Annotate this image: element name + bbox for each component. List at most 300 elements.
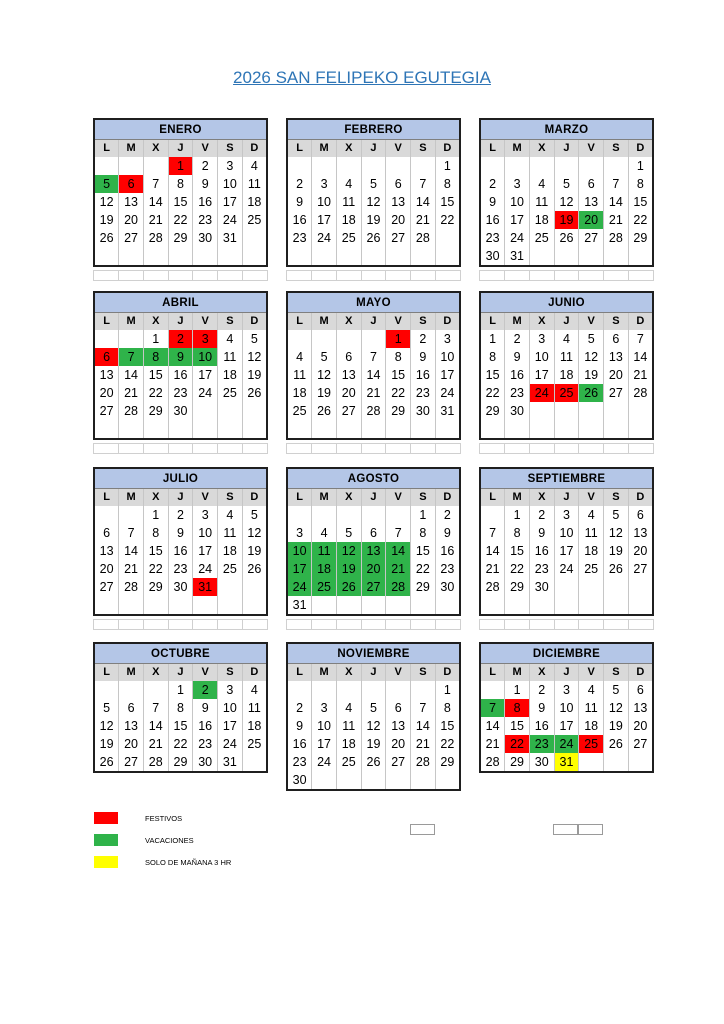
day-cell: 1	[386, 330, 411, 348]
day-cell: 14	[480, 542, 505, 560]
day-cell: 29	[505, 578, 530, 596]
day-cell: 9	[168, 524, 193, 542]
empty-day-cell	[579, 578, 604, 596]
day-cell: 16	[435, 542, 460, 560]
day-cell: 17	[529, 366, 554, 384]
day-cell: 19	[361, 211, 386, 229]
day-cell: 1	[505, 506, 530, 524]
day-cell: 4	[554, 330, 579, 348]
empty-day-cell	[143, 247, 168, 266]
day-cell: 20	[94, 560, 119, 578]
day-cell: 2	[168, 506, 193, 524]
day-cell: 29	[628, 229, 653, 247]
day-cell: 15	[505, 717, 530, 735]
day-cell: 10	[435, 348, 460, 366]
empty-day-cell	[480, 420, 505, 439]
day-cell: 14	[604, 193, 629, 211]
day-cell: 21	[361, 384, 386, 402]
day-cell: 4	[287, 348, 312, 366]
day-cell: 4	[218, 330, 243, 348]
empty-day-cell	[554, 247, 579, 266]
day-cell: 31	[554, 753, 579, 772]
day-cell: 7	[143, 699, 168, 717]
day-cell: 28	[480, 578, 505, 596]
day-cell: 20	[386, 211, 411, 229]
day-cell: 1	[480, 330, 505, 348]
day-cell: 12	[242, 348, 267, 366]
weekday-header: S	[218, 313, 243, 331]
empty-day-cell	[119, 330, 144, 348]
weekday-header: L	[287, 489, 312, 507]
empty-day-cell	[336, 330, 361, 348]
day-cell: 17	[193, 542, 218, 560]
day-cell: 21	[480, 735, 505, 753]
spacer-row	[479, 443, 654, 454]
spacer-row	[286, 270, 461, 281]
weekday-header: L	[480, 489, 505, 507]
empty-day-cell	[505, 596, 530, 615]
weekday-header: L	[287, 140, 312, 158]
day-cell: 21	[143, 211, 168, 229]
day-cell: 6	[628, 506, 653, 524]
day-cell: 10	[193, 348, 218, 366]
day-cell: 14	[119, 542, 144, 560]
empty-day-cell	[435, 247, 460, 266]
empty-day-cell	[242, 753, 267, 772]
day-cell: 16	[505, 366, 530, 384]
day-cell: 11	[287, 366, 312, 384]
empty-day-cell	[94, 506, 119, 524]
empty-day-cell	[361, 247, 386, 266]
day-cell: 9	[480, 193, 505, 211]
day-cell: 24	[193, 560, 218, 578]
weekday-header: X	[143, 313, 168, 331]
day-cell: 29	[168, 753, 193, 772]
spacer-row	[286, 619, 461, 630]
day-cell: 11	[336, 193, 361, 211]
empty-cell-box	[553, 824, 578, 835]
day-cell: 16	[529, 542, 554, 560]
day-cell: 23	[411, 384, 436, 402]
day-cell: 25	[242, 735, 267, 753]
month-name: JUNIO	[480, 292, 653, 313]
weekday-header: L	[287, 313, 312, 331]
day-cell: 14	[119, 366, 144, 384]
spacer-row	[93, 443, 268, 454]
weekday-header: D	[242, 489, 267, 507]
weekday-header: D	[435, 664, 460, 682]
day-cell: 3	[529, 330, 554, 348]
month-calendar-mayo	[286, 291, 461, 440]
day-cell: 2	[193, 157, 218, 175]
empty-day-cell	[242, 247, 267, 266]
day-cell: 12	[94, 193, 119, 211]
empty-day-cell	[287, 681, 312, 699]
empty-day-cell	[604, 753, 629, 772]
weekday-header: V	[386, 664, 411, 682]
day-cell: 27	[628, 735, 653, 753]
day-cell: 20	[386, 735, 411, 753]
empty-day-cell	[312, 330, 337, 348]
day-cell: 22	[386, 384, 411, 402]
day-cell: 16	[168, 542, 193, 560]
month-calendar-agosto	[286, 467, 461, 616]
day-cell: 30	[287, 771, 312, 790]
day-cell: 26	[361, 229, 386, 247]
day-cell: 27	[628, 560, 653, 578]
day-cell: 14	[628, 348, 653, 366]
day-cell: 18	[579, 542, 604, 560]
empty-day-cell	[604, 420, 629, 439]
day-cell: 28	[386, 578, 411, 596]
day-cell: 13	[628, 699, 653, 717]
day-cell: 19	[242, 366, 267, 384]
weekday-header: S	[604, 313, 629, 331]
day-cell: 1	[411, 506, 436, 524]
day-cell: 7	[411, 175, 436, 193]
empty-day-cell	[193, 402, 218, 420]
weekday-header: L	[94, 313, 119, 331]
day-cell: 2	[287, 175, 312, 193]
empty-day-cell	[218, 247, 243, 266]
day-cell: 5	[604, 681, 629, 699]
day-cell: 14	[480, 717, 505, 735]
weekday-header: M	[312, 313, 337, 331]
day-cell: 28	[119, 402, 144, 420]
day-cell: 30	[529, 753, 554, 772]
day-cell: 22	[435, 735, 460, 753]
day-cell: 21	[480, 560, 505, 578]
month-name: ABRIL	[94, 292, 267, 313]
day-cell: 6	[94, 348, 119, 366]
day-cell: 7	[361, 348, 386, 366]
weekday-header: V	[386, 313, 411, 331]
weekday-header: X	[529, 664, 554, 682]
day-cell: 13	[604, 348, 629, 366]
empty-day-cell	[361, 420, 386, 439]
day-cell: 10	[218, 699, 243, 717]
empty-day-cell	[336, 420, 361, 439]
empty-day-cell	[336, 247, 361, 266]
day-cell: 2	[529, 506, 554, 524]
day-cell: 7	[386, 524, 411, 542]
day-cell: 23	[287, 753, 312, 771]
weekday-header: D	[242, 313, 267, 331]
empty-day-cell	[628, 578, 653, 596]
day-cell: 22	[143, 384, 168, 402]
weekday-header: L	[94, 140, 119, 158]
month-calendar-noviembre	[286, 642, 461, 791]
day-cell: 21	[411, 735, 436, 753]
day-cell: 31	[505, 247, 530, 266]
day-cell: 2	[435, 506, 460, 524]
day-cell: 18	[312, 560, 337, 578]
empty-day-cell	[287, 157, 312, 175]
weekday-header: V	[193, 313, 218, 331]
empty-day-cell	[312, 157, 337, 175]
day-cell: 24	[312, 229, 337, 247]
empty-day-cell	[411, 771, 436, 790]
weekday-header: L	[480, 140, 505, 158]
day-cell: 30	[168, 578, 193, 596]
empty-day-cell	[505, 420, 530, 439]
day-cell: 2	[505, 330, 530, 348]
month-calendar-abril	[93, 291, 268, 440]
empty-day-cell	[386, 681, 411, 699]
empty-day-cell	[435, 596, 460, 615]
day-cell: 9	[287, 717, 312, 735]
weekday-header: V	[193, 140, 218, 158]
weekday-header: J	[361, 489, 386, 507]
day-cell: 8	[505, 524, 530, 542]
legend-festivos-swatch	[94, 812, 118, 824]
empty-day-cell	[386, 420, 411, 439]
day-cell: 24	[193, 384, 218, 402]
weekday-header: M	[119, 313, 144, 331]
weekday-header: X	[529, 489, 554, 507]
day-cell: 26	[604, 560, 629, 578]
empty-day-cell	[143, 157, 168, 175]
weekday-header: J	[361, 140, 386, 158]
empty-day-cell	[218, 402, 243, 420]
day-cell: 26	[579, 384, 604, 402]
day-cell: 14	[386, 542, 411, 560]
month-name: MARZO	[480, 119, 653, 140]
month-name: AGOSTO	[287, 468, 460, 489]
day-cell: 5	[604, 506, 629, 524]
empty-day-cell	[604, 596, 629, 615]
day-cell: 24	[554, 560, 579, 578]
weekday-header: D	[435, 489, 460, 507]
day-cell: 13	[119, 717, 144, 735]
day-cell: 5	[94, 175, 119, 193]
day-cell: 19	[579, 366, 604, 384]
day-cell: 19	[604, 542, 629, 560]
day-cell: 22	[628, 211, 653, 229]
day-cell: 25	[579, 735, 604, 753]
day-cell: 25	[218, 560, 243, 578]
day-cell: 6	[628, 681, 653, 699]
weekday-header: D	[242, 140, 267, 158]
spacer-row	[93, 619, 268, 630]
page-title: 2026 SAN FELIPEKO EGUTEGIA	[233, 68, 491, 87]
spacer-row	[93, 270, 268, 281]
day-cell: 8	[435, 699, 460, 717]
day-cell: 14	[411, 717, 436, 735]
day-cell: 24	[218, 735, 243, 753]
empty-day-cell	[312, 596, 337, 615]
empty-day-cell	[168, 596, 193, 615]
weekday-header: J	[168, 664, 193, 682]
day-cell: 29	[143, 402, 168, 420]
empty-day-cell	[554, 420, 579, 439]
empty-day-cell	[312, 771, 337, 790]
day-cell: 13	[94, 542, 119, 560]
empty-day-cell	[119, 681, 144, 699]
empty-day-cell	[119, 157, 144, 175]
empty-day-cell	[435, 420, 460, 439]
empty-day-cell	[143, 681, 168, 699]
day-cell: 29	[505, 753, 530, 772]
day-cell: 12	[579, 348, 604, 366]
day-cell: 5	[336, 524, 361, 542]
empty-day-cell	[94, 596, 119, 615]
day-cell: 19	[604, 717, 629, 735]
day-cell: 11	[554, 348, 579, 366]
day-cell: 9	[168, 348, 193, 366]
empty-cell-box	[410, 824, 435, 835]
empty-day-cell	[94, 330, 119, 348]
day-cell: 20	[628, 542, 653, 560]
day-cell: 17	[193, 366, 218, 384]
day-cell: 15	[435, 717, 460, 735]
weekday-header: S	[218, 140, 243, 158]
day-cell: 6	[94, 524, 119, 542]
day-cell: 21	[386, 560, 411, 578]
day-cell: 16	[411, 366, 436, 384]
month-calendar-julio	[93, 467, 268, 616]
empty-day-cell	[411, 247, 436, 266]
empty-day-cell	[505, 157, 530, 175]
day-cell: 16	[193, 717, 218, 735]
weekday-header: S	[411, 489, 436, 507]
day-cell: 18	[242, 717, 267, 735]
day-cell: 10	[554, 699, 579, 717]
empty-day-cell	[579, 157, 604, 175]
empty-day-cell	[604, 157, 629, 175]
weekday-header: X	[143, 489, 168, 507]
weekday-header: M	[505, 313, 530, 331]
day-cell: 7	[480, 524, 505, 542]
day-cell: 4	[312, 524, 337, 542]
day-cell: 9	[529, 524, 554, 542]
weekday-header: M	[119, 664, 144, 682]
day-cell: 6	[579, 175, 604, 193]
day-cell: 21	[604, 211, 629, 229]
weekday-header: L	[94, 664, 119, 682]
day-cell: 24	[554, 735, 579, 753]
empty-day-cell	[336, 771, 361, 790]
legend-festivos-label: FESTIVOS	[145, 814, 183, 823]
day-cell: 23	[505, 384, 530, 402]
day-cell: 25	[312, 578, 337, 596]
day-cell: 24	[218, 211, 243, 229]
day-cell: 1	[168, 157, 193, 175]
weekday-header: D	[628, 313, 653, 331]
day-cell: 30	[168, 402, 193, 420]
weekday-header: X	[336, 313, 361, 331]
empty-day-cell	[119, 506, 144, 524]
day-cell: 9	[411, 348, 436, 366]
empty-day-cell	[119, 596, 144, 615]
day-cell: 22	[168, 735, 193, 753]
day-cell: 24	[529, 384, 554, 402]
day-cell: 13	[579, 193, 604, 211]
day-cell: 3	[312, 699, 337, 717]
day-cell: 3	[193, 330, 218, 348]
weekday-header: M	[505, 140, 530, 158]
day-cell: 6	[119, 699, 144, 717]
weekday-header: V	[579, 664, 604, 682]
day-cell: 22	[480, 384, 505, 402]
empty-day-cell	[242, 402, 267, 420]
day-cell: 28	[361, 402, 386, 420]
day-cell: 23	[480, 229, 505, 247]
day-cell: 17	[554, 542, 579, 560]
day-cell: 30	[435, 578, 460, 596]
weekday-header: S	[411, 664, 436, 682]
empty-day-cell	[336, 157, 361, 175]
day-cell: 7	[604, 175, 629, 193]
day-cell: 29	[435, 753, 460, 771]
day-cell: 4	[242, 681, 267, 699]
day-cell: 1	[505, 681, 530, 699]
day-cell: 16	[287, 211, 312, 229]
empty-day-cell	[168, 247, 193, 266]
day-cell: 18	[242, 193, 267, 211]
day-cell: 3	[218, 681, 243, 699]
day-cell: 28	[628, 384, 653, 402]
day-cell: 15	[386, 366, 411, 384]
weekday-header: V	[579, 140, 604, 158]
empty-day-cell	[94, 157, 119, 175]
empty-day-cell	[312, 420, 337, 439]
day-cell: 11	[218, 348, 243, 366]
day-cell: 15	[168, 717, 193, 735]
day-cell: 3	[435, 330, 460, 348]
day-cell: 21	[411, 211, 436, 229]
day-cell: 8	[386, 348, 411, 366]
day-cell: 12	[242, 524, 267, 542]
day-cell: 18	[218, 542, 243, 560]
empty-day-cell	[529, 247, 554, 266]
empty-day-cell	[480, 506, 505, 524]
day-cell: 8	[168, 175, 193, 193]
day-cell: 1	[628, 157, 653, 175]
day-cell: 31	[287, 596, 312, 615]
legend-solo-label: SOLO DE MAÑANA 3 HR	[145, 858, 232, 867]
empty-day-cell	[94, 247, 119, 266]
day-cell: 3	[287, 524, 312, 542]
empty-day-cell	[242, 229, 267, 247]
day-cell: 22	[505, 735, 530, 753]
empty-day-cell	[554, 596, 579, 615]
empty-day-cell	[480, 681, 505, 699]
weekday-header: X	[336, 140, 361, 158]
day-cell: 14	[143, 717, 168, 735]
month-calendar-octubre	[93, 642, 268, 773]
day-cell: 19	[312, 384, 337, 402]
weekday-header: S	[411, 140, 436, 158]
day-cell: 3	[505, 175, 530, 193]
empty-day-cell	[554, 157, 579, 175]
day-cell: 30	[411, 402, 436, 420]
day-cell: 28	[411, 229, 436, 247]
day-cell: 19	[94, 735, 119, 753]
empty-day-cell	[312, 506, 337, 524]
month-name: OCTUBRE	[94, 643, 267, 664]
day-cell: 31	[435, 402, 460, 420]
day-cell: 5	[579, 330, 604, 348]
empty-day-cell	[242, 596, 267, 615]
day-cell: 7	[119, 524, 144, 542]
day-cell: 9	[193, 175, 218, 193]
day-cell: 5	[361, 699, 386, 717]
day-cell: 15	[505, 542, 530, 560]
weekday-header: J	[554, 140, 579, 158]
day-cell: 19	[336, 560, 361, 578]
month-name: MAYO	[287, 292, 460, 313]
